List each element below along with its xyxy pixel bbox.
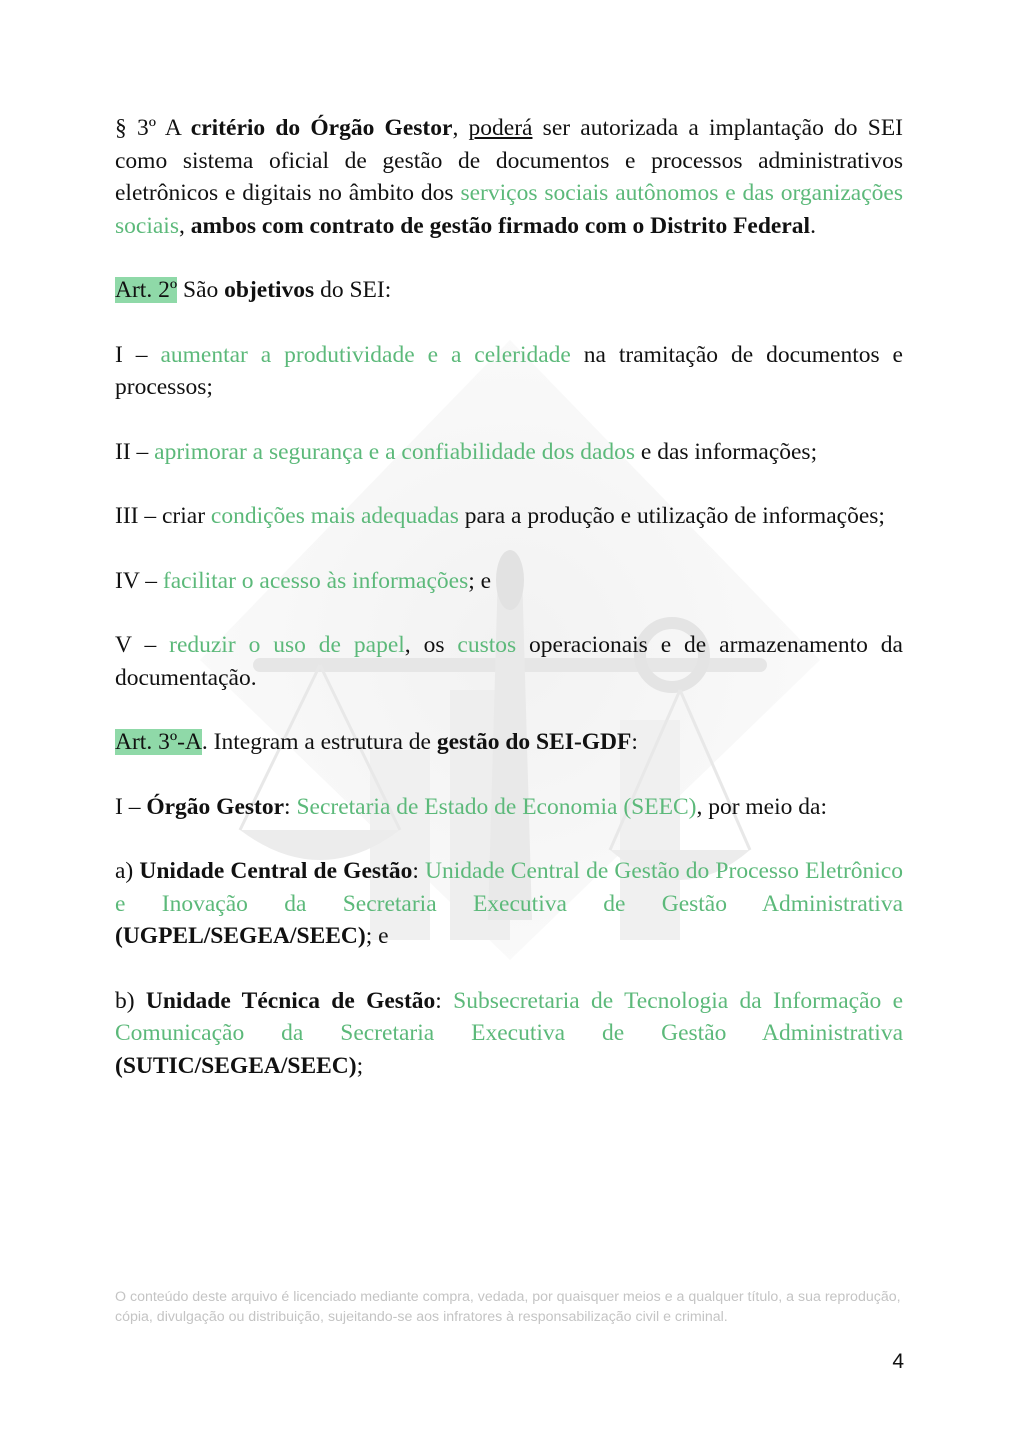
item-ii-text: II – [115, 438, 155, 465]
article-3a-label: Art. 3º-A [115, 729, 202, 755]
document-body [115, 112, 903, 1114]
highlighted-phrase: facilitar o acesso às informações [162, 567, 469, 594]
highlighted-phrase: custos [457, 632, 517, 658]
highlighted-phrase: serviços sociais autônomos e das organizações sociais [115, 180, 903, 239]
orgao-gestor-text: , por meio da: [696, 793, 827, 820]
orgao-gestor-item [115, 791, 903, 824]
item-v [115, 629, 903, 694]
paragraph-3-text: ser autorizada a implantação do SEI como sistema oficial de gestão de documentos e processos administrativos eletrônicos e digitais no âmbito dos [115, 115, 904, 206]
highlighted-phrase: condições mais adequadas [210, 503, 459, 529]
item-v-text: V – [115, 632, 170, 658]
unidade-tecnica-text: : [435, 987, 454, 1014]
unidade-tecnica-text: b) [115, 987, 146, 1014]
orgao-gestor-label: Órgão Gestor [146, 793, 285, 820]
unidade-central-item [115, 855, 903, 953]
item-iii-text: III – criar [115, 503, 211, 529]
bold-phrase: ambos com contrato de gestão firmado com o Distrito Federal [190, 212, 811, 239]
page-number: 4 [892, 1350, 904, 1373]
article-3a-text: : [631, 729, 638, 755]
item-iv-text: ; e [468, 567, 492, 594]
paragraph-3-text: § 3º A [115, 115, 191, 141]
item-v-text: , os [404, 632, 458, 658]
item-ii [115, 436, 903, 469]
unidade-tecnica-item [115, 985, 903, 1083]
sutic-acronym: (SUTIC/SEGEA/SEEC) [115, 1052, 357, 1079]
highlighted-phrase: Unidade Central de Gestão do Processo Eletrônico e Inovação da Secretaria Executiva de Gestão Administrativa [115, 858, 903, 917]
paragraph-3-text: , [178, 212, 191, 239]
unidade-central-text: a) [115, 858, 140, 884]
article-2-label: Art. 2º [115, 277, 178, 303]
objetivos-word: objetivos [224, 277, 315, 303]
article-3a-text: . Integram a estrutura de [201, 729, 437, 755]
item-iv-text: IV – [115, 567, 163, 594]
article-2-heading [115, 274, 903, 307]
highlighted-phrase: reduzir o uso de papel [169, 632, 405, 658]
highlighted-phrase: Secretaria de Estado de Economia (SEEC) [296, 793, 697, 820]
unidade-central-text: : [412, 858, 426, 884]
orgao-gestor-text: : [284, 793, 297, 820]
item-ii-text: e das informações; [635, 438, 818, 465]
item-iii [115, 500, 903, 533]
item-i-text: I – [115, 341, 161, 368]
paragraph-3-text: . [810, 212, 816, 239]
orgao-gestor-text: I – [115, 793, 147, 820]
item-v-text: operacionais e de armazenamento da documentação. [115, 632, 903, 691]
article-2-text: do SEI: [314, 277, 392, 303]
item-i [115, 339, 903, 404]
article-2-text: São [177, 277, 225, 303]
gestao-sei-gdf: gestão do SEI-GDF [436, 729, 632, 755]
highlighted-phrase: aprimorar a segurança e a confiabilidade dos dados [154, 438, 636, 465]
item-i-text: na tramitação de documentos e processos; [115, 341, 903, 400]
unidade-tecnica-text: ; [356, 1052, 364, 1079]
unidade-central-label: Unidade Central de Gestão [139, 858, 413, 884]
item-iii-text: para a produção e utilização de informações; [458, 503, 885, 529]
podera-word: poderá [468, 115, 533, 141]
ugpel-acronym: (UGPEL/SEGEA/SEEC) [115, 923, 366, 949]
item-iv [115, 565, 903, 598]
paragraph-3-text: , [452, 115, 469, 141]
license-notice: O conteúdo deste arquivo é licenciado mediante compra, vedada, por quaisquer meios e a qualquer título, a sua reprodução, cópia, divulgação ou distribuição, sujeitando-se aos infratores à responsabilização civil e criminal. [115, 1289, 901, 1325]
highlighted-phrase: aumentar a produtividade e a celeridade [160, 341, 571, 368]
unidade-central-text: ; e [365, 923, 389, 949]
article-3a-heading [115, 726, 903, 759]
paragraph-3 [115, 112, 903, 242]
unidade-tecnica-label: Unidade Técnica de Gestão [145, 987, 436, 1014]
highlighted-phrase: Subsecretaria de Tecnologia da Informação e Comunicação da Secretaria Executiva de Gestão Administrativa [115, 987, 903, 1046]
orgao-gestor-criterion: critério do Órgão Gestor [190, 115, 453, 141]
